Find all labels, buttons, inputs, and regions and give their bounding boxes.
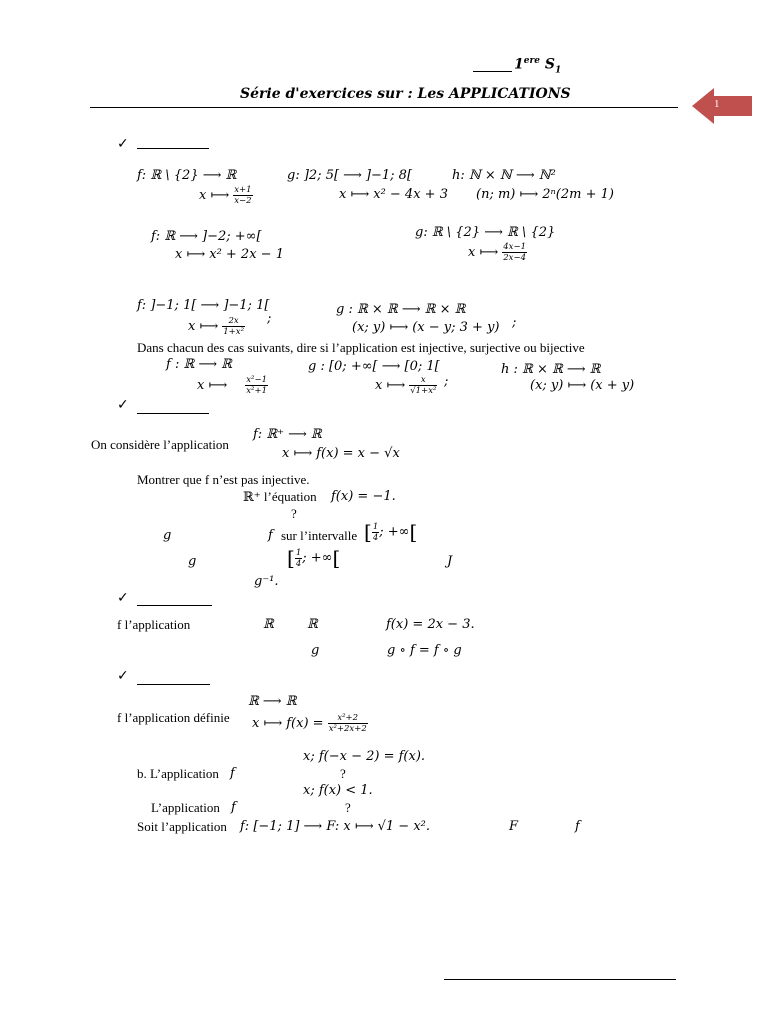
title-underline xyxy=(90,107,678,108)
class-letter: S xyxy=(544,56,555,73)
fraction-denominator: √1+x² xyxy=(410,386,437,396)
ex2-question-4-interval xyxy=(287,546,340,570)
page-title: Série d'exercices sur : Les APPLICATIONS xyxy=(240,86,571,102)
ex1-f4-maps: x ⟼ xyxy=(197,378,228,393)
ex1-g-line1: g: ]2; 5[ ⟶ ]−1; 8[ xyxy=(287,168,413,183)
ex4-F: F xyxy=(509,819,519,834)
ex2-map-line2: x ⟼ f(x) = x − √x xyxy=(282,446,400,461)
ex1-f-line1: f: ℝ \ {2} ⟶ ℝ xyxy=(137,168,237,183)
ex1-f2-line1: f: ℝ ⟶ ]−2; +∞[ xyxy=(151,229,262,244)
fraction-numerator: 1 xyxy=(372,521,379,532)
fraction-numerator: x+1 xyxy=(234,185,252,195)
footer-line xyxy=(444,979,676,980)
fraction-denominator: 4 xyxy=(295,558,302,569)
page-number: 1 xyxy=(714,98,720,110)
ex3-domain: ℝ xyxy=(263,617,274,632)
ex1-f3-line2 xyxy=(188,316,245,337)
ex4-definition: f l’application définie xyxy=(117,710,230,725)
page-number-arrow xyxy=(692,88,754,124)
ex4-item-b: b. L’application xyxy=(137,766,219,781)
ex3-composition: g ∘ f = f ∘ g xyxy=(387,643,462,658)
ex2-map-line1: f: ℝ⁺ ⟶ ℝ xyxy=(253,427,322,442)
left-bracket: [ xyxy=(287,546,295,570)
ex4-f: f xyxy=(575,819,580,834)
checkmark-icon: ✓ xyxy=(117,590,129,606)
ex2-question-2-equation: f(x) = −1. xyxy=(331,489,396,504)
fraction-numerator: x²+2 xyxy=(328,713,368,724)
ex1-f-line2 xyxy=(199,185,253,206)
exercise-3-heading-line xyxy=(137,605,212,606)
ex1-f-maps: x ⟼ xyxy=(199,188,230,203)
ex1-g3-separator: ; xyxy=(512,315,517,330)
ex1-g3-line2: (x; y) ⟼ (x − y; 3 + y) xyxy=(352,320,500,335)
fraction-numerator: x xyxy=(409,375,437,386)
ex1-f4-fraction xyxy=(245,375,268,396)
fraction-numerator: 4x−1 xyxy=(503,242,526,252)
ex1-h4-line1: h : ℝ × ℝ ⟶ ℝ xyxy=(501,362,601,377)
ex4-item-c-mark: ? xyxy=(345,800,351,815)
ex1-h-line1: h: ℕ × ℕ ⟶ ℕ² xyxy=(452,168,556,183)
ex1-f3-separator: ; xyxy=(267,311,272,326)
ex1-g2-line2 xyxy=(468,242,527,263)
fraction-denominator: 4 xyxy=(372,532,379,543)
ex2-question-4-J: J xyxy=(447,554,453,569)
fraction-numerator: 2x xyxy=(222,316,245,327)
ex4-item-c: L’application xyxy=(151,800,220,815)
ex1-f2-line2: x ⟼ x² + 2x − 1 xyxy=(175,247,284,262)
left-bracket: [ xyxy=(364,520,372,544)
right-bracket: [ xyxy=(332,546,341,570)
exercise-4-heading-line xyxy=(137,684,210,685)
ex4-map-top: ℝ ⟶ ℝ xyxy=(248,694,297,709)
ex1-f4-line2 xyxy=(197,375,268,396)
header-top-line xyxy=(473,71,512,72)
ex3-definition: f(x) = 2x − 3. xyxy=(386,617,475,632)
ex1-instruction: Dans chacun des cas suivants, dire si l’application est injective, surjective ou bijective xyxy=(137,340,585,355)
ex1-g4-line1: g : [0; +∞[ ⟶ [0; 1[ xyxy=(308,359,440,374)
ex3-g: g xyxy=(311,643,320,658)
ex1-h4-line2: (x; y) ⟼ (x + y) xyxy=(530,378,635,393)
ex1-f3-fraction xyxy=(222,316,245,337)
ex1-g2-fraction xyxy=(502,242,527,263)
ex1-f4-line1: f : ℝ ⟶ ℝ xyxy=(166,357,232,372)
ex4-soit: Soit l’application xyxy=(137,819,227,834)
ex1-g4-separator: ; xyxy=(444,374,449,389)
ex3-codomain: ℝ xyxy=(307,617,318,632)
ex1-g4-line2 xyxy=(375,375,437,396)
ex4-line-2: x; f(−x − 2) = f(x). xyxy=(303,749,426,764)
fraction-denominator: x²+1 xyxy=(246,386,267,396)
class-label xyxy=(514,56,561,75)
ex4-fraction xyxy=(328,713,368,734)
ex2-question-1: Montrer que f n’est pas injective. xyxy=(137,472,310,487)
ex1-g4-maps: x ⟼ xyxy=(375,378,406,393)
exercise-1-heading-line xyxy=(137,148,209,149)
ex2-question-3-text: sur l’intervalle xyxy=(281,528,358,543)
ex1-f-fraction xyxy=(233,185,252,206)
ex2-question-3-f: f xyxy=(268,528,273,543)
ex1-f3-maps: x ⟼ xyxy=(188,319,219,334)
ex2-question-2-mark: ? xyxy=(291,506,297,521)
ex1-g-line2: x ⟼ x² − 4x + 3 xyxy=(339,187,448,202)
ex4-item-b-f: f xyxy=(230,766,235,781)
ex2-question-5: g⁻¹. xyxy=(254,574,279,589)
fraction-denominator: 2x−4 xyxy=(503,253,526,263)
checkmark-icon: ✓ xyxy=(117,397,129,413)
ex2-intro: On considère l’application xyxy=(91,437,229,452)
ex4-maps: x ⟼ f(x) = xyxy=(252,716,324,731)
exercise-2-heading-line xyxy=(137,413,209,414)
class-subscript: 1 xyxy=(554,65,562,76)
ex1-g2-maps: x ⟼ xyxy=(468,245,499,260)
class-superscript: ere xyxy=(523,56,540,66)
fraction-denominator: x−2 xyxy=(234,196,252,206)
fraction-denominator: 1+x² xyxy=(223,327,244,337)
right-bracket: [ xyxy=(409,520,418,544)
arrow-shape xyxy=(692,88,752,124)
ex1-g2-line1: g: ℝ \ {2} ⟶ ℝ \ {2} xyxy=(415,225,556,240)
ex1-h-line2: (n; m) ⟼ 2ⁿ(2m + 1) xyxy=(476,187,614,202)
ex1-f3-line1: f: ]−1; 1[ ⟶ ]−1; 1[ xyxy=(137,298,270,313)
interval-end: ; +∞ xyxy=(302,550,333,566)
checkmark-icon: ✓ xyxy=(117,668,129,684)
fraction-numerator: x²−1 xyxy=(246,375,267,385)
ex4-item-c-f: f xyxy=(231,800,236,815)
fraction-denominator: x²+2x+2 xyxy=(328,724,367,734)
interval-end: ; +∞ xyxy=(379,524,410,540)
checkmark-icon: ✓ xyxy=(117,136,129,152)
ex1-g3-line1: g : ℝ × ℝ ⟶ ℝ × ℝ xyxy=(336,302,466,317)
ex4-line-3: x; f(x) < 1. xyxy=(303,783,373,798)
ex3-line-1-start: f l’application xyxy=(117,617,191,632)
ex1-g4-fraction xyxy=(409,375,437,396)
ex4-item-b-mark: ? xyxy=(340,766,346,781)
ex4-map-expression xyxy=(252,713,368,734)
class-number: 1 xyxy=(514,56,524,73)
fraction-numerator: 1 xyxy=(295,547,302,558)
ex2-question-2-start: ℝ⁺ l’équation xyxy=(243,489,317,504)
ex4-soit-map: f: [−1; 1] ⟶ F: x ⟼ √1 − x². xyxy=(240,819,431,834)
ex2-question-3-g: g xyxy=(163,528,172,543)
ex2-question-3-interval xyxy=(364,520,417,544)
ex2-question-4-g: g xyxy=(188,554,197,569)
